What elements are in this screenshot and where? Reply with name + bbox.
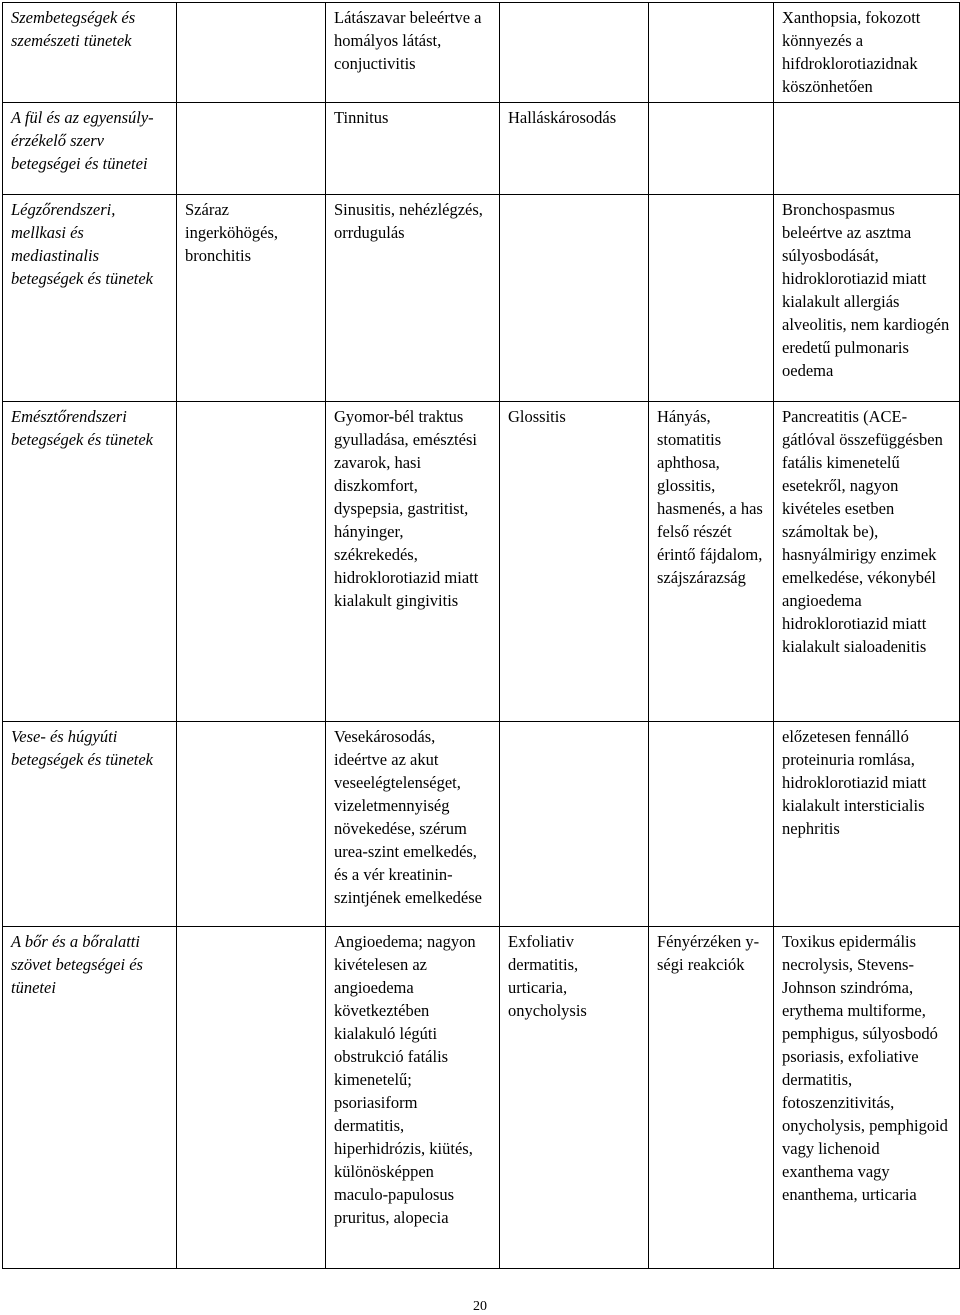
page-number: 20 xyxy=(473,1299,487,1314)
frequency-cell xyxy=(649,103,774,195)
frequency-cell: előzetesen fennálló proteinuria romlása, hidroklorotiazid miatt kialakult intersticialis nephritis xyxy=(774,722,960,927)
frequency-cell xyxy=(177,722,326,927)
frequency-cell: Xanthopsia, fokozott könnyezés a hifdroklorotiazidnak köszönhetően xyxy=(774,3,960,103)
frequency-cell: Toxikus epidermális necrolysis, Stevens-Johnson szindróma, erythema multiforme, pemphigus, súlyosbodó psoriasis, exfoliative dermatitis, fotoszenzitivitás, onycholysis, pemphigoid vagy lichenoid exanthema vagy enanthema, urticaria xyxy=(774,927,960,1269)
frequency-cell xyxy=(500,722,649,927)
frequency-cell: Angioedema; nagyon kivételesen az angioedema következtében kialakuló légúti obstrukció fatális kimenetelű; psoriasiform dermatitis, hiperhidrózis, kiütés, különösképpen maculo-papulosus pruritus, alopecia xyxy=(326,927,500,1269)
frequency-cell xyxy=(649,195,774,402)
table-row xyxy=(3,927,960,1269)
table-row xyxy=(3,402,960,722)
frequency-cell: Exfoliativ dermatitis, urticaria, onycholysis xyxy=(500,927,649,1269)
frequency-cell xyxy=(649,722,774,927)
frequency-cell xyxy=(774,103,960,195)
table-row xyxy=(3,103,960,195)
frequency-cell: Halláskárosodás xyxy=(500,103,649,195)
organ-class-cell: Vese- és húgyúti betegségek és tünetek xyxy=(3,722,177,927)
frequency-cell xyxy=(500,3,649,103)
frequency-cell: Glossitis xyxy=(500,402,649,722)
frequency-cell xyxy=(177,103,326,195)
frequency-cell xyxy=(177,3,326,103)
table-row xyxy=(3,3,960,103)
organ-class-cell: A fül és az egyensúly-érzékelő szerv betegségei és tünetei xyxy=(3,103,177,195)
frequency-cell xyxy=(500,195,649,402)
frequency-cell xyxy=(177,402,326,722)
table-row xyxy=(3,722,960,927)
frequency-cell: Száraz ingerköhögés, bronchitis xyxy=(177,195,326,402)
table-row xyxy=(3,195,960,402)
organ-class-cell: Emésztőrendszeri betegségek és tünetek xyxy=(3,402,177,722)
frequency-cell: Sinusitis, nehézlégzés, orrdugulás xyxy=(326,195,500,402)
frequency-cell: Tinnitus xyxy=(326,103,500,195)
frequency-cell: Hányás, stomatitis aphthosa, glossitis, hasmenés, a has felső részét érintő fájdalom, szájszárazság xyxy=(649,402,774,722)
frequency-cell: Látászavar beleértve a homályos látást, conjuctivitis xyxy=(326,3,500,103)
organ-class-cell: Légzőrendszeri, mellkasi és mediastinalis betegségek és tünetek xyxy=(3,195,177,402)
frequency-cell xyxy=(649,3,774,103)
frequency-cell: Gyomor-bél traktus gyulladása, emésztési zavarok, hasi diszkomfort, dyspepsia, gastritist, hányinger, székrekedés, hidroklorotiazid miatt kialakult gingivitis xyxy=(326,402,500,722)
organ-class-cell: Szembetegségek és szemészeti tünetek xyxy=(3,3,177,103)
frequency-cell: Bronchospasmus beleértve az asztma súlyosbodását, hidroklorotiazid miatt kialakult allergiás alveolitis, nem kardiogén eredetű pulmonaris oedema xyxy=(774,195,960,402)
frequency-cell: Vesekárosodás, ideértve az akut veseelégtelenséget, vizeletmennyiség növekedése, szérum urea-szint emelkedés, és a vér kreatinin-szintjének emelkedése xyxy=(326,722,500,927)
organ-class-cell: A bőr és a bőralatti szövet betegségei és tünetei xyxy=(3,927,177,1269)
frequency-cell xyxy=(177,927,326,1269)
adverse-reactions-table xyxy=(2,2,960,1269)
frequency-cell: Fényérzéken y-ségi reakciók xyxy=(649,927,774,1269)
frequency-cell: Pancreatitis (ACE-gátlóval összefüggésben fatális kimenetelű esetekről, nagyon kivételes esetben számoltak be), hasnyálmirigy enzimek emelkedése, vékonybél angioedema hidroklorotiazid miatt kialakult sialoadenitis xyxy=(774,402,960,722)
